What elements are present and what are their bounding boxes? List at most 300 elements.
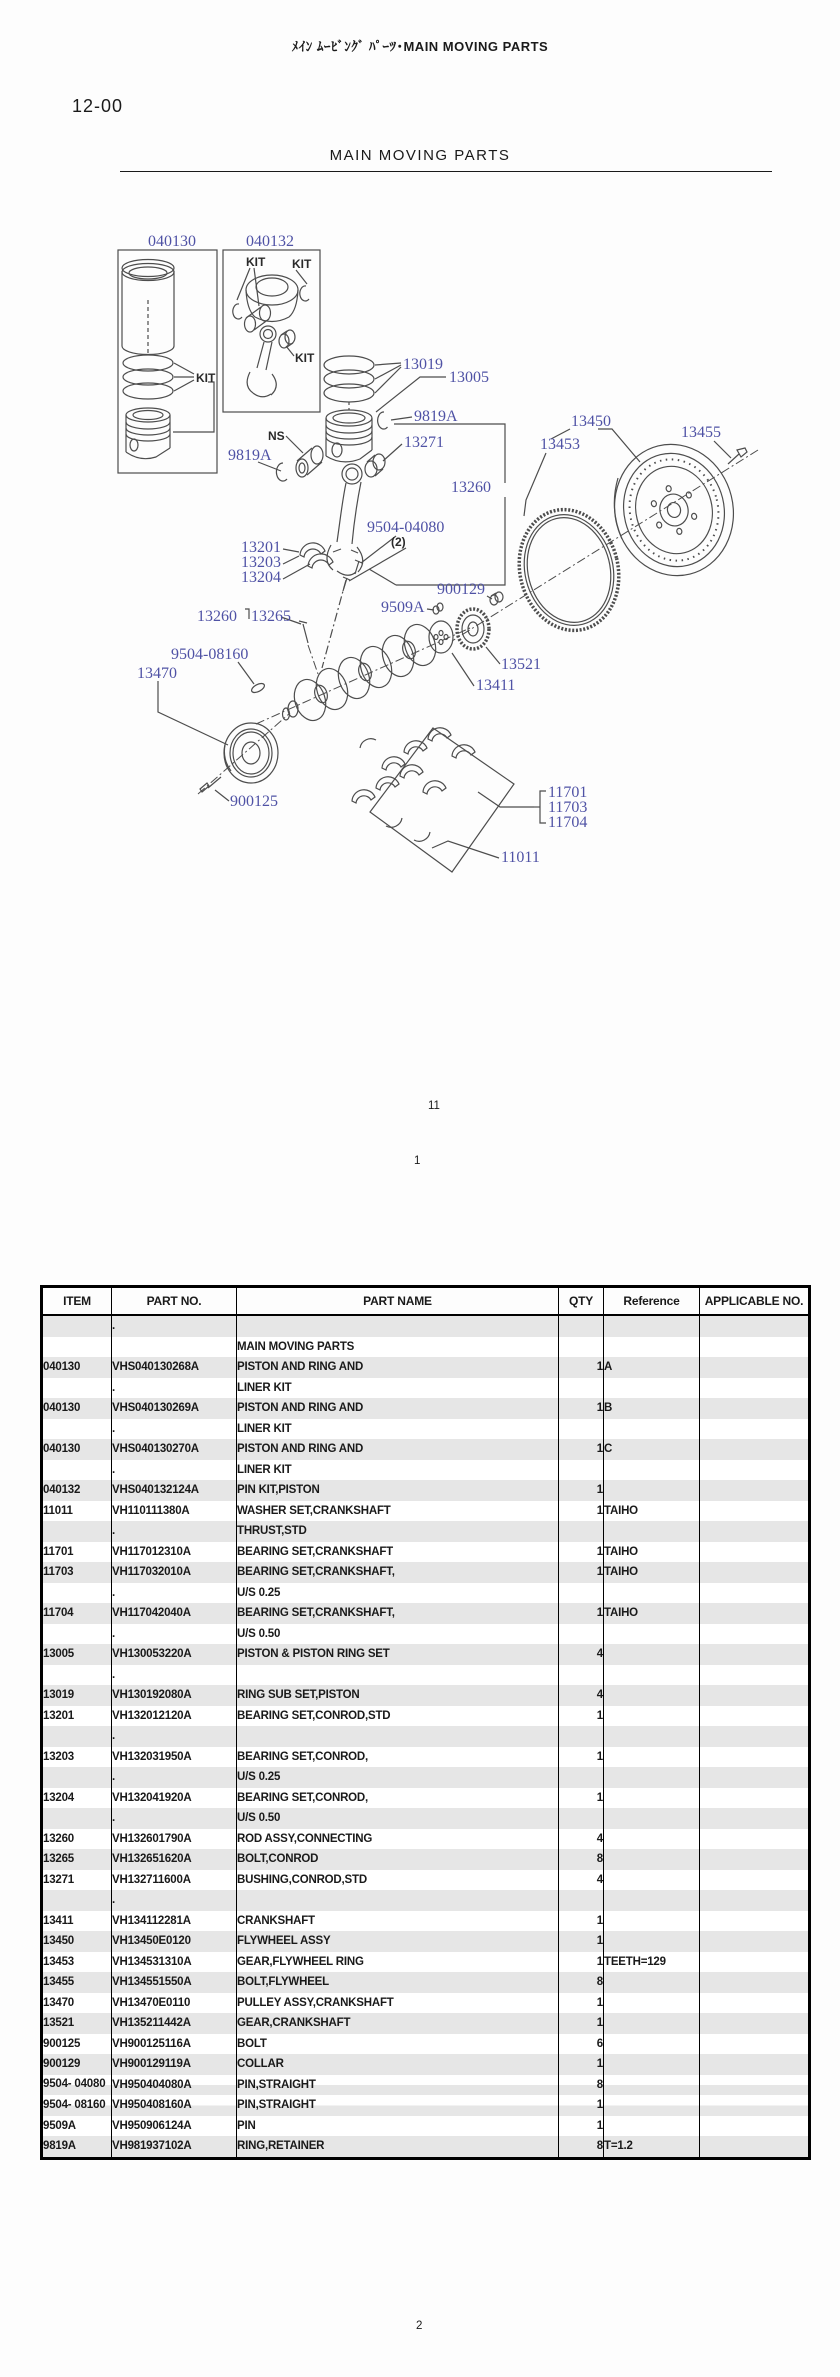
- table-row: [42, 1767, 810, 1788]
- cell-part-name: BEARING SET,CRANKSHAFT,: [237, 1603, 559, 1624]
- cell-part-no: .: [112, 1726, 237, 1747]
- table-row: [42, 2116, 810, 2137]
- table-row: [42, 1315, 810, 1337]
- cell-applicable-no: [700, 1706, 810, 1727]
- cell-part-no: .: [112, 1890, 237, 1911]
- table-row: [42, 1685, 810, 1706]
- cell-part-name: BOLT,CONROD: [237, 1849, 559, 1870]
- cell-item: 9504- 04080: [42, 2075, 112, 2096]
- table-row: [42, 1726, 810, 1747]
- cell-reference: [604, 1378, 700, 1399]
- part-label-13005: 13005: [449, 369, 489, 386]
- cell-applicable-no: [700, 1378, 810, 1399]
- cell-part-no: .: [112, 1419, 237, 1440]
- cell-applicable-no: [700, 2075, 810, 2096]
- cell-applicable-no: [700, 1480, 810, 1501]
- cell-part-no: .: [112, 1378, 237, 1399]
- part-label-13521: 13521: [501, 656, 541, 673]
- cell-part-no: VH132601790A: [112, 1829, 237, 1850]
- cell-qty: [559, 1808, 604, 1829]
- part-label-900125: 900125: [230, 793, 278, 810]
- cell-part-name: BUSHING,CONROD,STD: [237, 1870, 559, 1891]
- cell-item: 13453: [42, 1952, 112, 1973]
- cell-qty: 4: [559, 1644, 604, 1665]
- cell-part-no: VH110111380A: [112, 1501, 237, 1522]
- cell-part-no: VHS040130268A: [112, 1357, 237, 1378]
- cell-item: 13271: [42, 1870, 112, 1891]
- table-row: [42, 1398, 810, 1419]
- cell-reference: [604, 1993, 700, 2014]
- part-label-11011: 11011: [501, 849, 540, 866]
- table-row: [42, 1603, 810, 1624]
- cell-item: [42, 1890, 112, 1911]
- table-row: [42, 2013, 810, 2034]
- part-label-9509A: 9509A: [381, 599, 425, 616]
- cell-part-name: THRUST,STD: [237, 1521, 559, 1542]
- figure-number-lower: 1: [414, 1155, 421, 1167]
- cell-part-name: U/S 0.25: [237, 1767, 559, 1788]
- table-row: [42, 1993, 810, 2014]
- table-row: [42, 1849, 810, 1870]
- part-label-KIT: KIT: [246, 255, 266, 269]
- cell-reference: [604, 2095, 700, 2116]
- cell-qty: 1: [559, 1398, 604, 1419]
- cell-part-name: COLLAR: [237, 2054, 559, 2075]
- cell-item: 13521: [42, 2013, 112, 2034]
- part-label-9819A: 9819A: [228, 447, 272, 464]
- cell-item: 040130: [42, 1398, 112, 1419]
- table-row: [42, 2075, 810, 2096]
- table-row: [42, 1419, 810, 1440]
- cell-item: 9504- 08160: [42, 2095, 112, 2116]
- page-number: 2: [416, 2320, 423, 2332]
- cell-item: [42, 1767, 112, 1788]
- table-row: [42, 1972, 810, 1993]
- cell-part-name: BEARING SET,CONROD,STD: [237, 1706, 559, 1727]
- cell-reference: [604, 1972, 700, 1993]
- page-title: MAIN MOVING PARTS: [329, 147, 511, 164]
- part-label-2: (2): [391, 535, 406, 549]
- cell-reference: [604, 1665, 700, 1686]
- part-label-13203: 13203: [241, 554, 281, 571]
- table-row: [42, 1521, 810, 1542]
- cell-applicable-no: [700, 1870, 810, 1891]
- cell-reference: [604, 1870, 700, 1891]
- cell-item: 040130: [42, 1439, 112, 1460]
- cell-qty: 8: [559, 2136, 604, 2158]
- cell-part-name: ROD ASSY,CONNECTING: [237, 1829, 559, 1850]
- cell-reference: TAIHO: [604, 1542, 700, 1563]
- cell-item: 900125: [42, 2034, 112, 2055]
- cell-part-name: BOLT,FLYWHEEL: [237, 1972, 559, 1993]
- cell-reference: [604, 1685, 700, 1706]
- col-header-item: ITEM: [42, 1287, 112, 1316]
- cell-qty: 1: [559, 1952, 604, 1973]
- cell-reference: [604, 1521, 700, 1542]
- cell-qty: 8: [559, 2075, 604, 2096]
- cell-reference: [604, 1419, 700, 1440]
- cell-part-name: PISTON & PISTON RING SET: [237, 1644, 559, 1665]
- cell-part-name: PIN,STRAIGHT: [237, 2095, 559, 2116]
- cell-item: 13260: [42, 1829, 112, 1850]
- cell-part-no: VH900125116A: [112, 2034, 237, 2055]
- cell-part-no: VH132651620A: [112, 1849, 237, 1870]
- cell-qty: [559, 1378, 604, 1399]
- cell-applicable-no: [700, 1849, 810, 1870]
- cell-part-no: VH130192080A: [112, 1685, 237, 1706]
- cell-item: 13450: [42, 1931, 112, 1952]
- cell-qty: 1: [559, 1439, 604, 1460]
- cell-part-no: VH950408160A: [112, 2095, 237, 2116]
- cell-applicable-no: [700, 1972, 810, 1993]
- cell-reference: [604, 2116, 700, 2137]
- cell-part-no: VH117012310A: [112, 1542, 237, 1563]
- cell-reference: TEETH=129: [604, 1952, 700, 1973]
- cell-applicable-no: [700, 2034, 810, 2055]
- cell-applicable-no: [700, 1808, 810, 1829]
- cell-reference: C: [604, 1439, 700, 1460]
- cell-reference: TAIHO: [604, 1562, 700, 1583]
- cell-item: [42, 1726, 112, 1747]
- japanese-title: ﾒｲﾝ ﾑｰﾋﾞﾝｸﾞ ﾊﾟｰﾂ･MAIN MOVING PARTS: [291, 39, 549, 54]
- cell-applicable-no: [700, 1315, 810, 1337]
- table-row: [42, 1747, 810, 1768]
- cell-applicable-no: [700, 1993, 810, 2014]
- cell-reference: [604, 2075, 700, 2096]
- cell-applicable-no: [700, 2095, 810, 2116]
- cell-item: 13470: [42, 1993, 112, 2014]
- cell-part-no: .: [112, 1315, 237, 1337]
- kit-box-040132-group: [223, 250, 320, 412]
- cell-qty: [559, 1583, 604, 1604]
- part-label-13265: 13265: [251, 608, 291, 625]
- cell-reference: [604, 1460, 700, 1481]
- cell-applicable-no: [700, 1357, 810, 1378]
- table-row: [42, 1911, 810, 1932]
- cell-applicable-no: [700, 1521, 810, 1542]
- cell-qty: [559, 1419, 604, 1440]
- cell-qty: [559, 1767, 604, 1788]
- cell-item: [42, 1521, 112, 1542]
- cell-part-no: VH132012120A: [112, 1706, 237, 1727]
- part-label-13019: 13019: [403, 356, 443, 373]
- cell-part-no: VH132031950A: [112, 1747, 237, 1768]
- cell-part-no: VH13470E0110: [112, 1993, 237, 2014]
- cell-reference: [604, 2054, 700, 2075]
- cell-applicable-no: [700, 1665, 810, 1686]
- cell-applicable-no: [700, 1460, 810, 1481]
- cell-reference: TAIHO: [604, 1603, 700, 1624]
- part-label-13260: 13260: [451, 479, 491, 496]
- cell-qty: 1: [559, 1603, 604, 1624]
- cell-item: 9509A: [42, 2116, 112, 2137]
- cell-applicable-no: [700, 1542, 810, 1563]
- cell-item: [42, 1624, 112, 1645]
- cell-part-name: LINER KIT: [237, 1419, 559, 1440]
- cell-qty: 1: [559, 1480, 604, 1501]
- cell-applicable-no: [700, 1788, 810, 1809]
- cell-qty: [559, 1337, 604, 1358]
- cell-part-no: .: [112, 1624, 237, 1645]
- cell-reference: [604, 1747, 700, 1768]
- part-label-950408160: 9504-08160: [171, 646, 249, 663]
- cell-qty: 1: [559, 1542, 604, 1563]
- cell-part-name: [237, 1726, 559, 1747]
- cell-part-name: BOLT: [237, 2034, 559, 2055]
- col-header-applicable-no: APPLICABLE NO.: [700, 1287, 810, 1316]
- cell-qty: 1: [559, 1993, 604, 2014]
- section-code: 12-00: [72, 96, 124, 116]
- cell-part-name: U/S 0.50: [237, 1808, 559, 1829]
- cell-applicable-no: [700, 1644, 810, 1665]
- cell-applicable-no: [700, 1398, 810, 1419]
- title-underline: [120, 171, 772, 172]
- cell-applicable-no: [700, 1624, 810, 1645]
- cell-part-name: PISTON AND RING AND: [237, 1439, 559, 1460]
- part-label-KIT: KIT: [196, 371, 216, 385]
- cell-qty: 8: [559, 1972, 604, 1993]
- table-row: [42, 1952, 810, 1973]
- table-row: [42, 1378, 810, 1399]
- cell-reference: T=1.2: [604, 2136, 700, 2158]
- cell-part-no: .: [112, 1808, 237, 1829]
- table-row: [42, 1480, 810, 1501]
- col-header-qty: QTY: [559, 1287, 604, 1316]
- cell-applicable-no: [700, 1562, 810, 1583]
- cell-part-no: .: [112, 1521, 237, 1542]
- table-row: [42, 1583, 810, 1604]
- cell-reference: [604, 1890, 700, 1911]
- exploded-parts-diagram: [0, 200, 840, 900]
- cell-item: 13265: [42, 1849, 112, 1870]
- cell-part-name: BEARING SET,CRANKSHAFT,: [237, 1562, 559, 1583]
- flywheel-group: [452, 429, 758, 641]
- cell-part-no: VH900129119A: [112, 2054, 237, 2075]
- table-row: [42, 1890, 810, 1911]
- cell-part-no: VHS040130270A: [112, 1439, 237, 1460]
- cell-qty: 1: [559, 2095, 604, 2116]
- cell-reference: [604, 1644, 700, 1665]
- part-label-11701: 11701: [548, 784, 588, 801]
- cell-part-no: VHS040130269A: [112, 1398, 237, 1419]
- cell-reference: [604, 2034, 700, 2055]
- part-label-13411: 13411: [476, 677, 516, 694]
- part-label-900129: 900129: [437, 581, 485, 598]
- cell-item: [42, 1337, 112, 1358]
- cell-reference: [604, 1849, 700, 1870]
- cell-part-no: VHS040132124A: [112, 1480, 237, 1501]
- part-label-NS: NS: [268, 429, 285, 443]
- figure-number-upper: 11: [428, 1100, 440, 1112]
- cell-qty: [559, 1624, 604, 1645]
- cell-reference: [604, 1788, 700, 1809]
- table-row: [42, 1624, 810, 1645]
- cell-qty: [559, 1726, 604, 1747]
- cell-part-no: VH132711600A: [112, 1870, 237, 1891]
- table-row: [42, 1357, 810, 1378]
- cell-reference: [604, 1624, 700, 1645]
- cell-item: 13005: [42, 1644, 112, 1665]
- table-row: [42, 1665, 810, 1686]
- cell-reference: B: [604, 1398, 700, 1419]
- cell-reference: TAIHO: [604, 1501, 700, 1522]
- part-label-040132: 040132: [246, 233, 294, 250]
- cell-reference: [604, 2013, 700, 2034]
- cell-part-no: VH134551550A: [112, 1972, 237, 1993]
- cell-part-name: RING SUB SET,PISTON: [237, 1685, 559, 1706]
- cell-qty: 4: [559, 1870, 604, 1891]
- cell-part-name: PULLEY ASSY,CRANKSHAFT: [237, 1993, 559, 2014]
- cell-part-no: VH117032010A: [112, 1562, 237, 1583]
- cell-applicable-no: [700, 1439, 810, 1460]
- cell-item: 9819A: [42, 2136, 112, 2158]
- table-row: [42, 1337, 810, 1358]
- cell-part-name: RING,RETAINER: [237, 2136, 559, 2158]
- cell-qty: 4: [559, 1829, 604, 1850]
- cell-item: 13019: [42, 1685, 112, 1706]
- table-row: [42, 1829, 810, 1850]
- parts-table-header-row: [42, 1287, 810, 1316]
- cell-part-no: .: [112, 1767, 237, 1788]
- cell-part-no: VH950906124A: [112, 2116, 237, 2137]
- cell-applicable-no: [700, 1767, 810, 1788]
- table-row: [42, 2054, 810, 2075]
- parts-table: [40, 1285, 811, 2160]
- cell-item: [42, 1460, 112, 1481]
- cell-item: 13204: [42, 1788, 112, 1809]
- cell-qty: [559, 1521, 604, 1542]
- table-row: [42, 1562, 810, 1583]
- part-label-KIT: KIT: [295, 351, 315, 365]
- cell-reference: [604, 1706, 700, 1727]
- cell-part-name: U/S 0.50: [237, 1624, 559, 1645]
- cell-item: 11701: [42, 1542, 112, 1563]
- cell-qty: [559, 1315, 604, 1337]
- part-label-950404080: 9504-04080: [367, 519, 445, 536]
- cell-qty: 1: [559, 1931, 604, 1952]
- cell-part-name: MAIN MOVING PARTS: [237, 1337, 559, 1358]
- cell-part-name: GEAR,FLYWHEEL RING: [237, 1952, 559, 1973]
- cell-part-name: LINER KIT: [237, 1378, 559, 1399]
- cell-applicable-no: [700, 1747, 810, 1768]
- cell-reference: [604, 1315, 700, 1337]
- cell-part-no: VH950404080A: [112, 2075, 237, 2096]
- cell-qty: [559, 1665, 604, 1686]
- cell-part-no: VH132041920A: [112, 1788, 237, 1809]
- table-row: [42, 1706, 810, 1727]
- cell-reference: [604, 1911, 700, 1932]
- cell-item: [42, 1583, 112, 1604]
- cell-part-no: VH117042040A: [112, 1603, 237, 1624]
- cell-part-name: PIN,STRAIGHT: [237, 2075, 559, 2096]
- cell-qty: 8: [559, 1849, 604, 1870]
- cell-applicable-no: [700, 1501, 810, 1522]
- cell-qty: 1: [559, 2116, 604, 2137]
- cell-reference: [604, 1931, 700, 1952]
- part-label-11704: 11704: [548, 814, 588, 831]
- col-header-part-name: PART NAME: [237, 1287, 559, 1316]
- part-label-13204: 13204: [241, 569, 281, 586]
- cell-applicable-no: [700, 1931, 810, 1952]
- cell-part-name: BEARING SET,CONROD,: [237, 1747, 559, 1768]
- piston-conrod-assembly: [258, 356, 505, 668]
- cell-item: [42, 1378, 112, 1399]
- table-row: [42, 1501, 810, 1522]
- cell-item: [42, 1419, 112, 1440]
- table-row: [42, 1439, 810, 1460]
- part-label-13450: 13450: [571, 413, 611, 430]
- table-row: [42, 1460, 810, 1481]
- cell-reference: [604, 1767, 700, 1788]
- cell-part-name: WASHER SET,CRANKSHAFT: [237, 1501, 559, 1522]
- cell-item: 13201: [42, 1706, 112, 1727]
- cell-part-no: [112, 1337, 237, 1358]
- table-row: [42, 1788, 810, 1809]
- cell-applicable-no: [700, 2116, 810, 2137]
- part-label-9819A: 9819A: [414, 408, 458, 425]
- cell-part-name: PISTON AND RING AND: [237, 1357, 559, 1378]
- col-header-reference: Reference: [604, 1287, 700, 1316]
- part-label-040130: 040130: [148, 233, 196, 250]
- cell-qty: 1: [559, 1357, 604, 1378]
- cell-item: 040130: [42, 1357, 112, 1378]
- cell-item: 11703: [42, 1562, 112, 1583]
- part-label-13201: 13201: [241, 539, 281, 556]
- part-label-11703: 11703: [548, 799, 588, 816]
- cell-qty: 1: [559, 1562, 604, 1583]
- col-header-part-no: PART NO.: [112, 1287, 237, 1316]
- cell-part-no: VH13450E0120: [112, 1931, 237, 1952]
- cell-item: [42, 1315, 112, 1337]
- cell-part-name: PIN KIT,PISTON: [237, 1480, 559, 1501]
- cell-applicable-no: [700, 1829, 810, 1850]
- cell-qty: [559, 1890, 604, 1911]
- cell-item: 11704: [42, 1603, 112, 1624]
- cell-part-name: BEARING SET,CONROD,: [237, 1788, 559, 1809]
- cell-qty: 1: [559, 1788, 604, 1809]
- cell-item: 900129: [42, 2054, 112, 2075]
- cell-applicable-no: [700, 1583, 810, 1604]
- cell-item: 13455: [42, 1972, 112, 1993]
- cell-part-no: .: [112, 1665, 237, 1686]
- cell-part-name: [237, 1665, 559, 1686]
- cell-qty: 1: [559, 1706, 604, 1727]
- cell-applicable-no: [700, 1726, 810, 1747]
- cell-qty: 4: [559, 1685, 604, 1706]
- cell-qty: 1: [559, 1911, 604, 1932]
- cell-item: 13411: [42, 1911, 112, 1932]
- cell-item: 11011: [42, 1501, 112, 1522]
- cell-qty: [559, 1460, 604, 1481]
- cell-qty: 6: [559, 2034, 604, 2055]
- cell-part-name: LINER KIT: [237, 1460, 559, 1481]
- cell-part-name: GEAR,CRANKSHAFT: [237, 2013, 559, 2034]
- cell-applicable-no: [700, 1911, 810, 1932]
- cell-item: 13203: [42, 1747, 112, 1768]
- cell-part-name: FLYWHEEL ASSY: [237, 1931, 559, 1952]
- cell-item: [42, 1665, 112, 1686]
- cell-part-name: [237, 1315, 559, 1337]
- part-label-13260: 13260: [197, 608, 237, 625]
- cell-qty: 1: [559, 2054, 604, 2075]
- part-label-13453: 13453: [540, 436, 580, 453]
- cell-part-no: VH135211442A: [112, 2013, 237, 2034]
- cell-reference: [604, 1808, 700, 1829]
- kit-box-040130-group: [118, 250, 217, 473]
- cell-reference: [604, 1829, 700, 1850]
- cell-part-name: PIN: [237, 2116, 559, 2137]
- cell-part-no: VH130053220A: [112, 1644, 237, 1665]
